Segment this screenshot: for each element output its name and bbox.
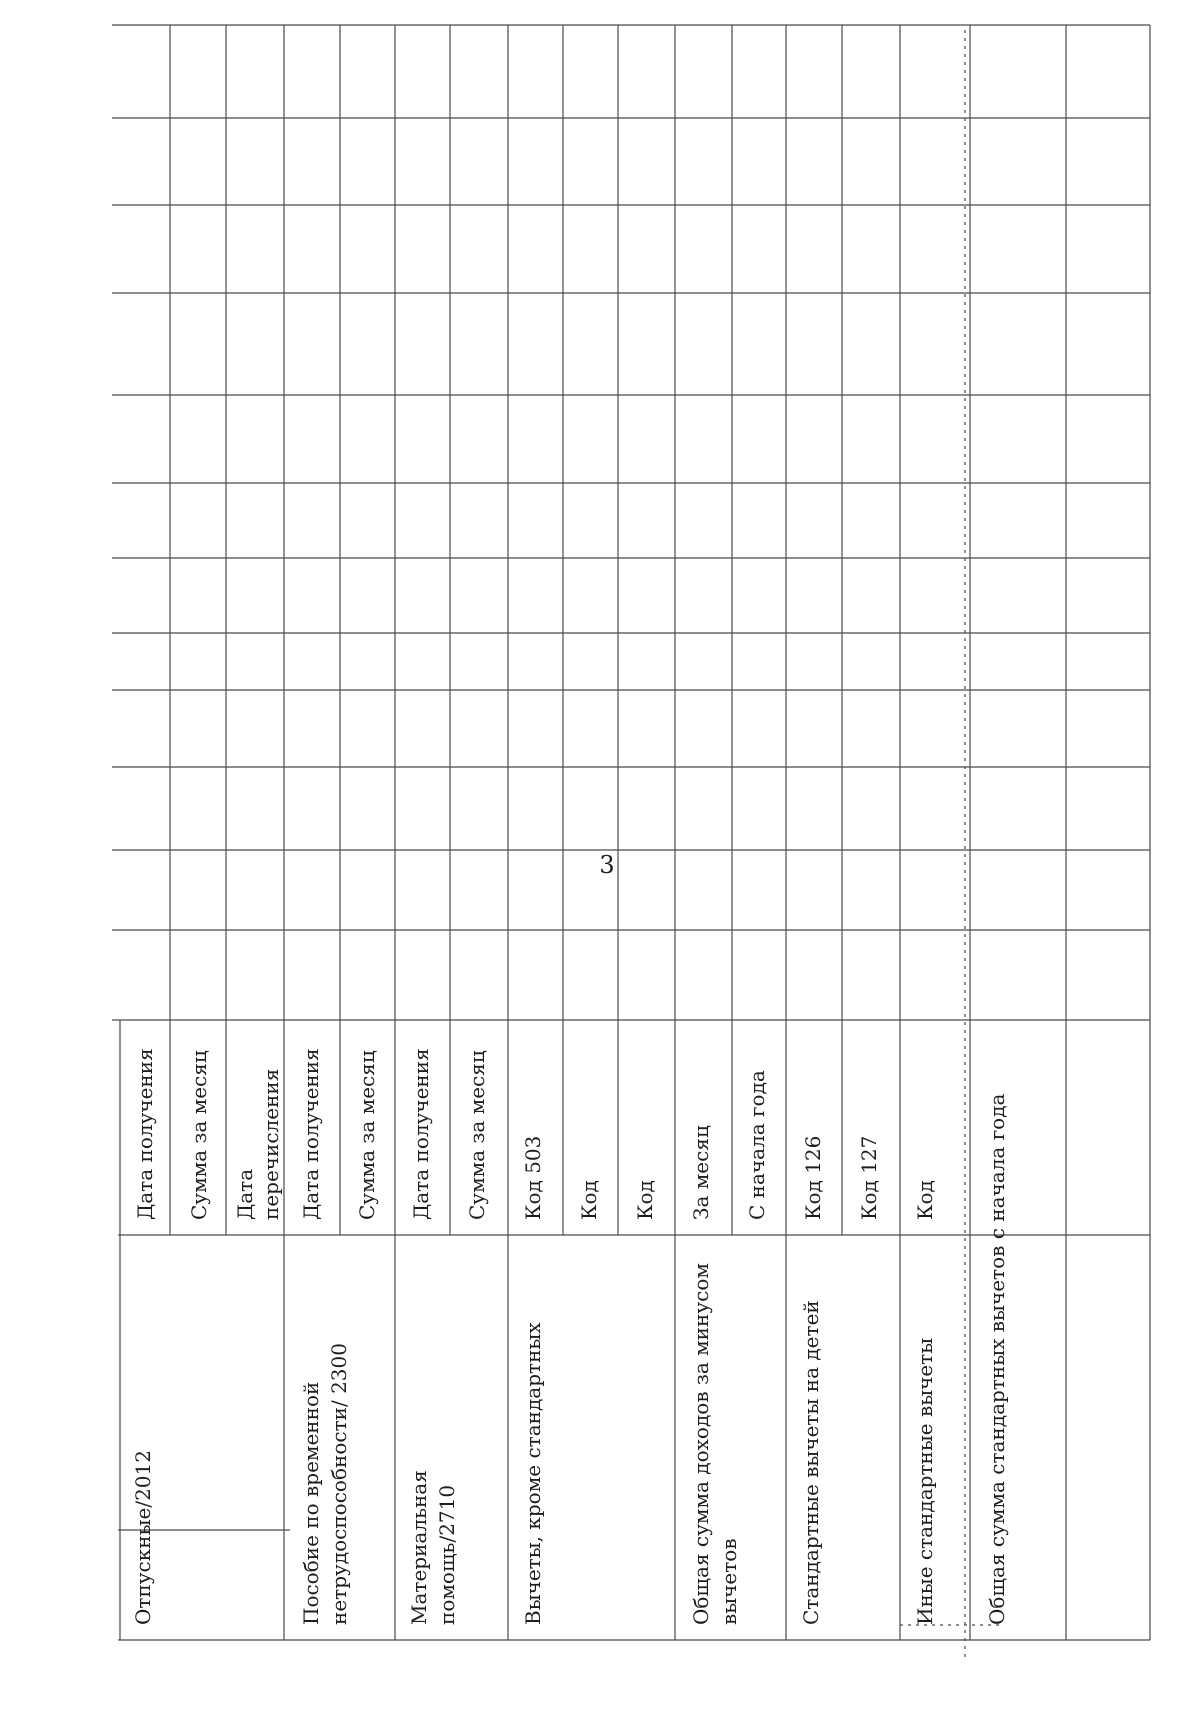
sublabel-code-a: Код <box>577 1180 601 1220</box>
section-other-standard-deductions: Иные стандартные вычеты <box>913 1337 937 1625</box>
sublabel-code-b: Код <box>633 1180 657 1220</box>
sublabel-code-126: Код 126 <box>801 1135 825 1220</box>
section-total-standard-deductions-ytd: Общая сумма стандартных вычетов с начала года <box>985 1093 1009 1625</box>
page-number: 3 <box>599 851 615 879</box>
sublabel-code-other: Код <box>913 1180 937 1220</box>
sublabel-aid-receipt-date: Дата получения <box>409 1048 433 1220</box>
sublabel-sick-monthly-sum: Сумма за месяц <box>355 1050 379 1220</box>
sublabel-code-127: Код 127 <box>857 1135 881 1220</box>
sublabel-per-month: За месяц <box>689 1125 713 1220</box>
sublabel-monthly-sum: Сумма за месяц <box>187 1050 211 1220</box>
sub-labels <box>133 1048 937 1220</box>
section-sick-benefit-line2: нетрудоспособности/ 2300 <box>327 1343 351 1625</box>
section-sick-benefit-line1: Пособие по временной <box>299 1381 323 1625</box>
sublabel-from-year-start: С начала года <box>745 1070 769 1220</box>
sublabel-transfer-date-line2: перечисления <box>259 1068 283 1220</box>
sublabel-transfer-date-line1: Дата <box>233 1168 257 1220</box>
section-child-deductions: Стандартные вычеты на детей <box>799 1300 823 1625</box>
section-income-minus-deductions-line2: вычетов <box>717 1538 741 1625</box>
sublabel-receipt-date: Дата получения <box>133 1048 157 1220</box>
sublabel-aid-monthly-sum: Сумма за месяц <box>465 1050 489 1220</box>
sublabel-sick-receipt-date: Дата получения <box>299 1048 323 1220</box>
section-income-minus-deductions-line1: Общая сумма доходов за минусом <box>689 1263 713 1625</box>
sublabel-code-503: Код 503 <box>521 1135 545 1220</box>
section-material-aid-line1: Материальная <box>407 1470 431 1625</box>
section-vacation: Отпускные/2012 <box>131 1450 155 1625</box>
section-material-aid-line2: помощь/2710 <box>435 1484 459 1625</box>
section-deductions-nonstandard: Вычеты, кроме стандартных <box>521 1322 545 1625</box>
